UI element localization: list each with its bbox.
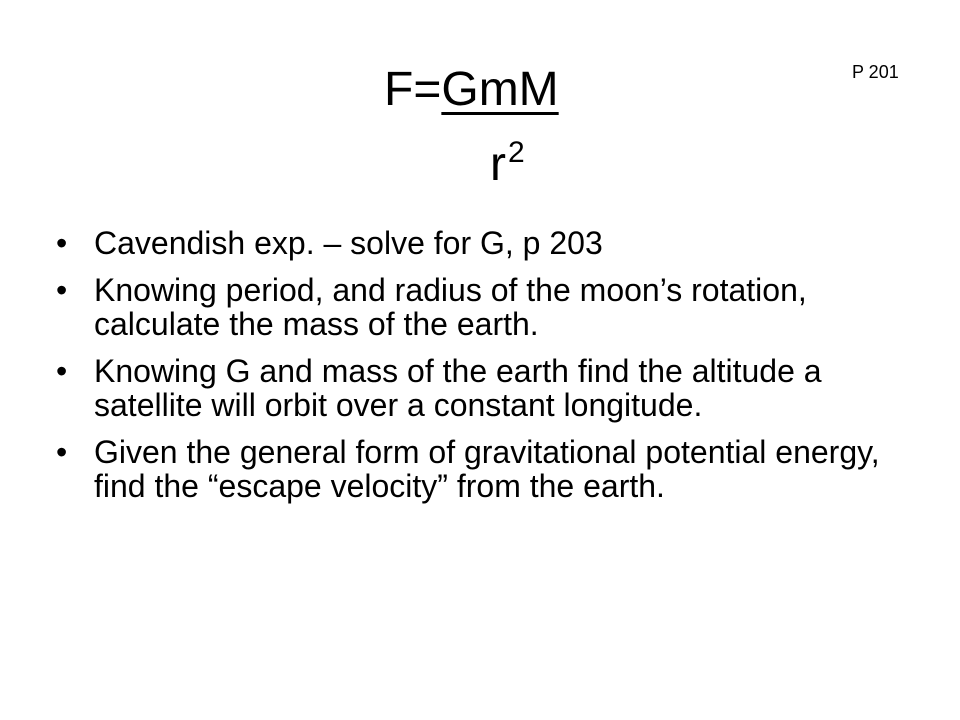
bullet-icon: • xyxy=(56,353,68,389)
bullet-item xyxy=(56,226,916,260)
bullet-item xyxy=(56,354,916,422)
bullet-item xyxy=(56,273,916,341)
bullet-text: Cavendish exp. – solve for G, p 203 xyxy=(94,225,603,261)
bullet-text: Knowing G and mass of the earth find the altitude a satellite will orbit over a constant longitude. xyxy=(94,353,822,423)
formula-denominator xyxy=(490,138,525,189)
bullet-list xyxy=(56,226,916,516)
bullet-icon: • xyxy=(56,272,68,308)
bullet-text: Knowing period, and radius of the moon’s rotation, calculate the mass of the earth. xyxy=(94,272,807,342)
formula-numerator-line xyxy=(384,63,559,116)
page-reference: P 201 xyxy=(852,62,899,82)
formula-denominator-base: r xyxy=(490,138,506,191)
bullet-icon: • xyxy=(56,225,68,261)
bullet-text: Given the general form of gravitational potential energy, find the “escape velocity” from the earth. xyxy=(94,434,880,504)
formula-denominator-exponent: 2 xyxy=(507,136,525,169)
bullet-item xyxy=(56,435,916,503)
formula-prefix: F= xyxy=(384,63,442,116)
bullet-icon: • xyxy=(56,434,68,470)
formula-numerator: GmM xyxy=(441,63,559,116)
